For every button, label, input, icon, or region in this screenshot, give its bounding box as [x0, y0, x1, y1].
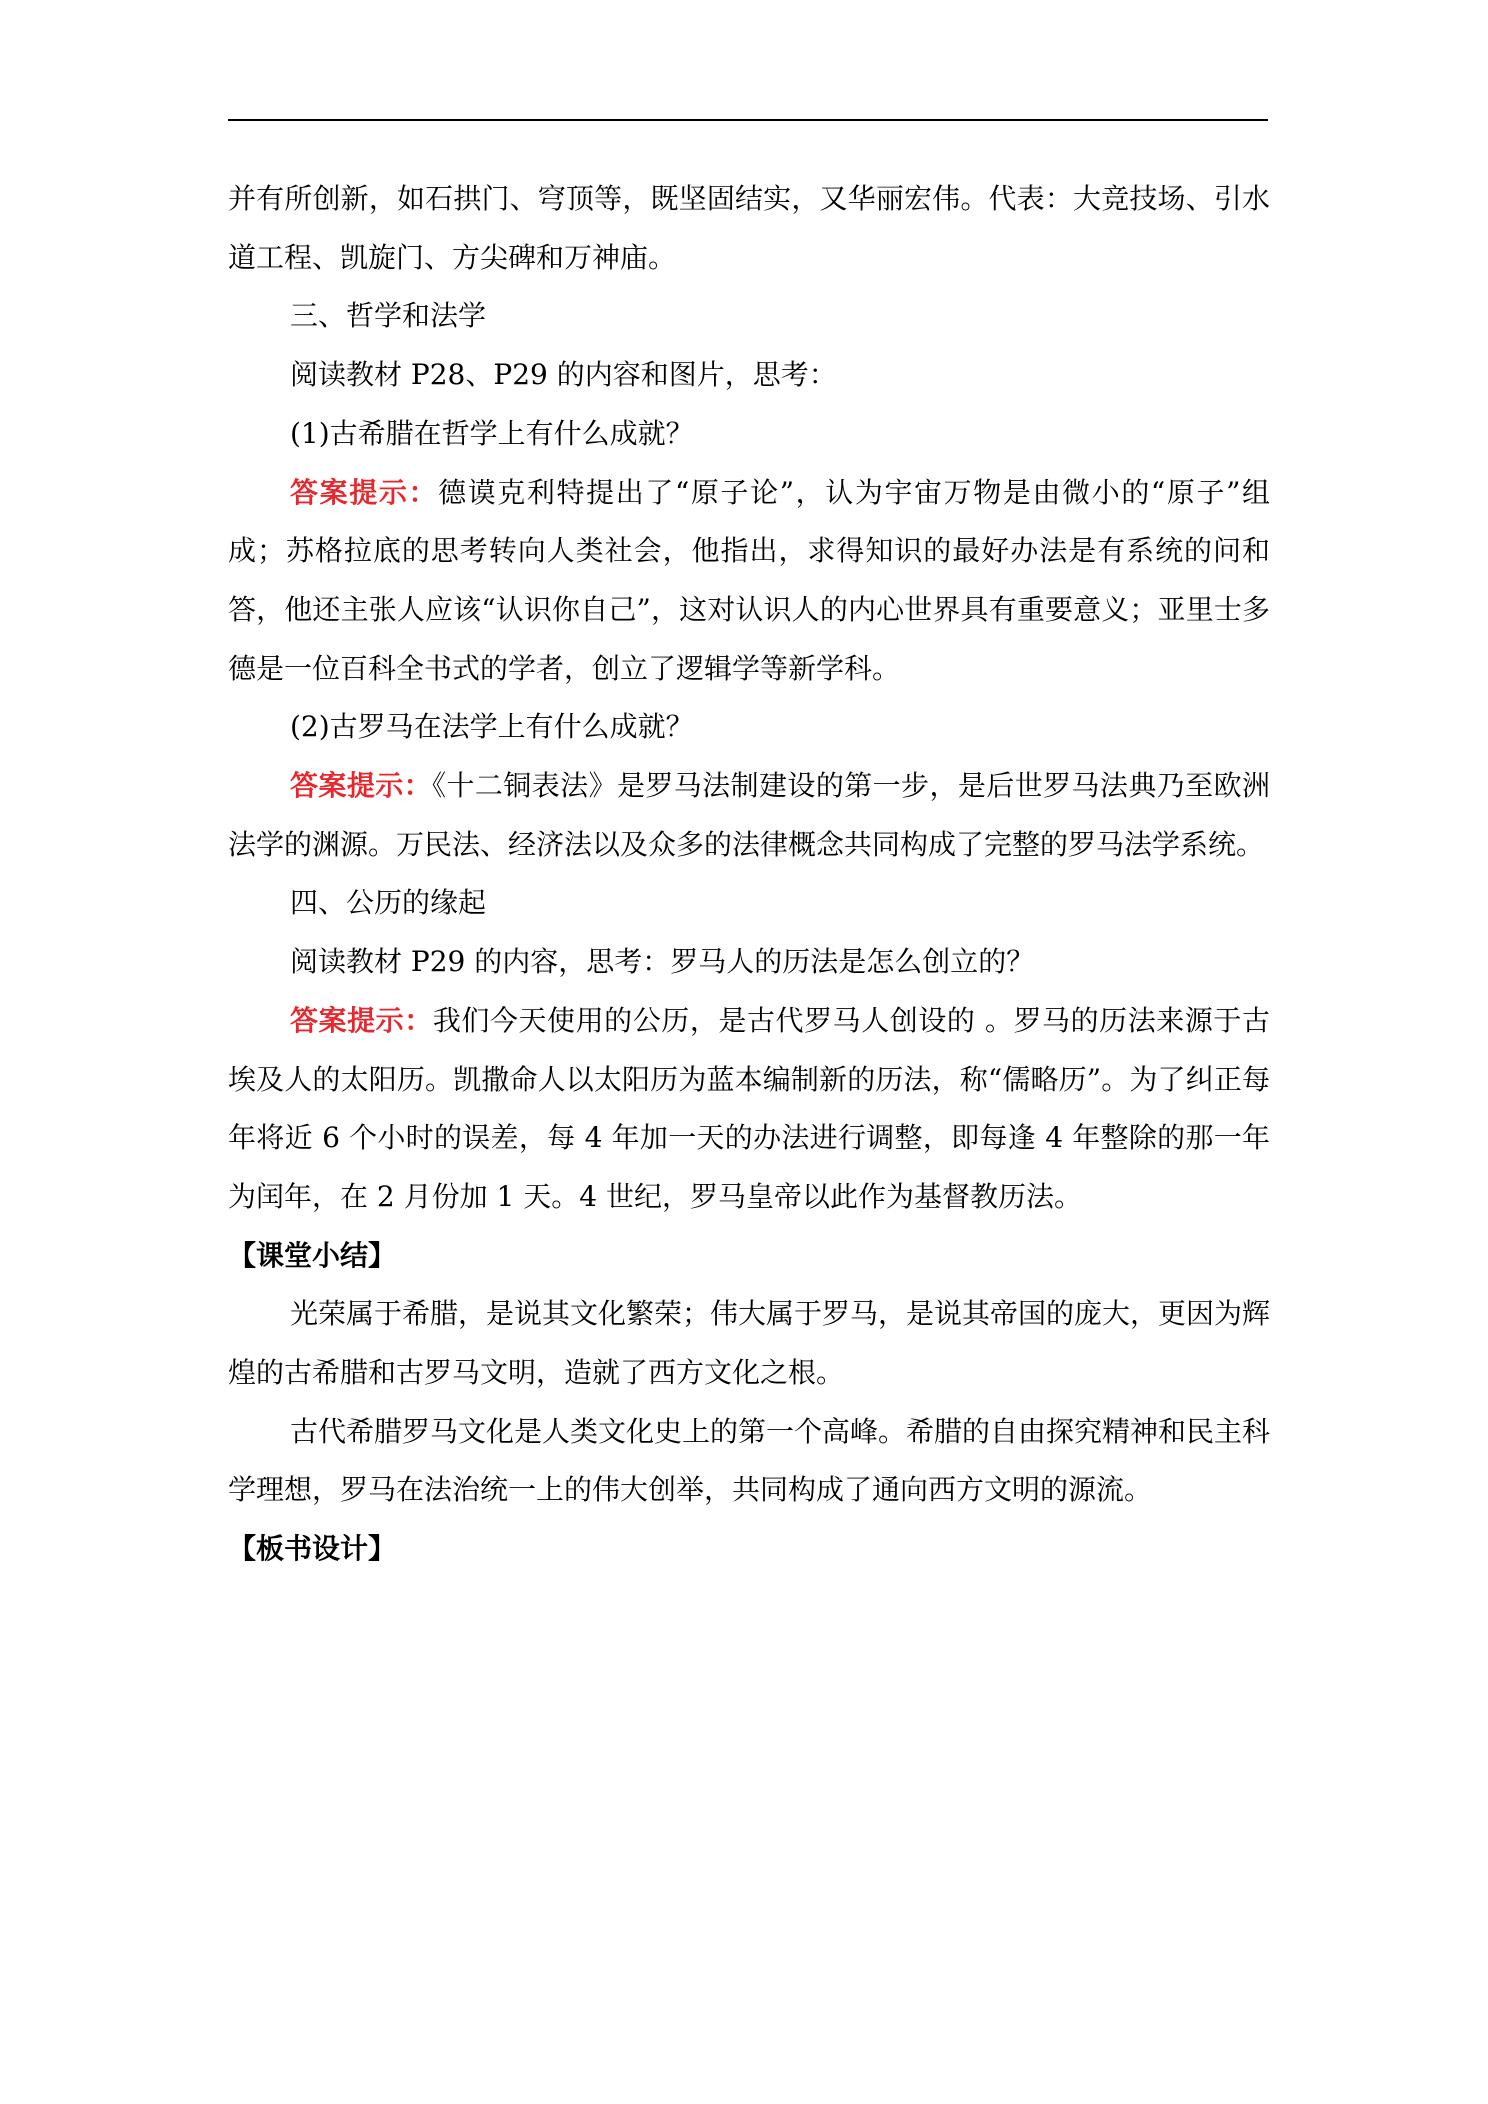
section-heading-calendar: 四、公历的缘起: [290, 886, 487, 920]
answer-hint-text: 《十二铜表法》是罗马法制建设的第一步，是后世罗马法典乃至欧洲法学的渊源。万民法、经济法以及众多的法律概念共同构成了完整的罗马法学系统。: [228, 769, 1270, 861]
answer-hint-label: 答案提示：: [290, 475, 439, 509]
document-body: [228, 170, 1270, 1579]
heading-class-summary: 【课堂小结】: [228, 1238, 397, 1272]
answer-calendar: [228, 992, 1270, 1227]
summary-paragraph-1: 光荣属于希腊，是说其文化繁荣；伟大属于罗马，是说其帝国的庞大，更因为辉煌的古希腊和古罗马文明，造就了西方文化之根。: [228, 1297, 1271, 1390]
answer-hint-label: 答案提示：: [290, 1003, 433, 1037]
answer-greek-philosophy: [228, 464, 1270, 699]
heading-board-design: 【板书设计】: [228, 1532, 397, 1566]
answer-hint-text: 我们今天使用的公历，是古代罗马人创设的 。罗马的历法来源于古埃及人的太阳历。凯撒命人以太阳历为蓝本编制新的历法，称“儒略历”。为了纠正每年将近 6 个小时的误差，每 4 年加一天的办法进行调整，即每逢 4 年整除的那一年为闰年，在 2 月份加 1 天。4 世纪，罗马皇帝以此作为基督教历法。: [228, 1003, 1270, 1213]
answer-hint-text: 德谟克利特提出了“原子论”，认为宇宙万物是由微小的“原子”组成；苏格拉底的思考转向人类社会，他指出，求得知识的最好办法是有系统的问和答，他还主张人应该“认识你自己”，这对认识人的内心世界具有重要意义；亚里士多德是一位百科全书式的学者，创立了逻辑学等新学科。: [228, 475, 1270, 685]
question-greek-philosophy: (1)古希腊在哲学上有什么成就？: [290, 416, 694, 450]
paragraph-architecture-continued: 并有所创新，如石拱门、穹顶等，既坚固结实，又华丽宏伟。代表：大竞技场、引水道工程、凯旋门、方尖碑和万神庙。: [228, 182, 1270, 274]
section-heading-philosophy-law: 三、哲学和法学: [290, 299, 487, 333]
question-roman-law: (2)古罗马在法学上有什么成就？: [290, 710, 694, 744]
header-rule: [228, 119, 1268, 121]
reading-prompt-p29: 阅读教材 P29 的内容，思考：罗马人的历法是怎么创立的？: [290, 945, 1035, 979]
reading-prompt-p28-p29: 阅读教材 P28、P29 的内容和图片，思考：: [290, 358, 837, 392]
answer-roman-law: [228, 757, 1270, 874]
summary-paragraph-2: 古代希腊罗马文化是人类文化史上的第一个高峰。希腊的自由探究精神和民主科学理想，罗马在法治统一上的伟大创举，共同构成了通向西方文明的源流。: [228, 1414, 1271, 1507]
answer-hint-label: 答案提示：: [290, 769, 433, 803]
